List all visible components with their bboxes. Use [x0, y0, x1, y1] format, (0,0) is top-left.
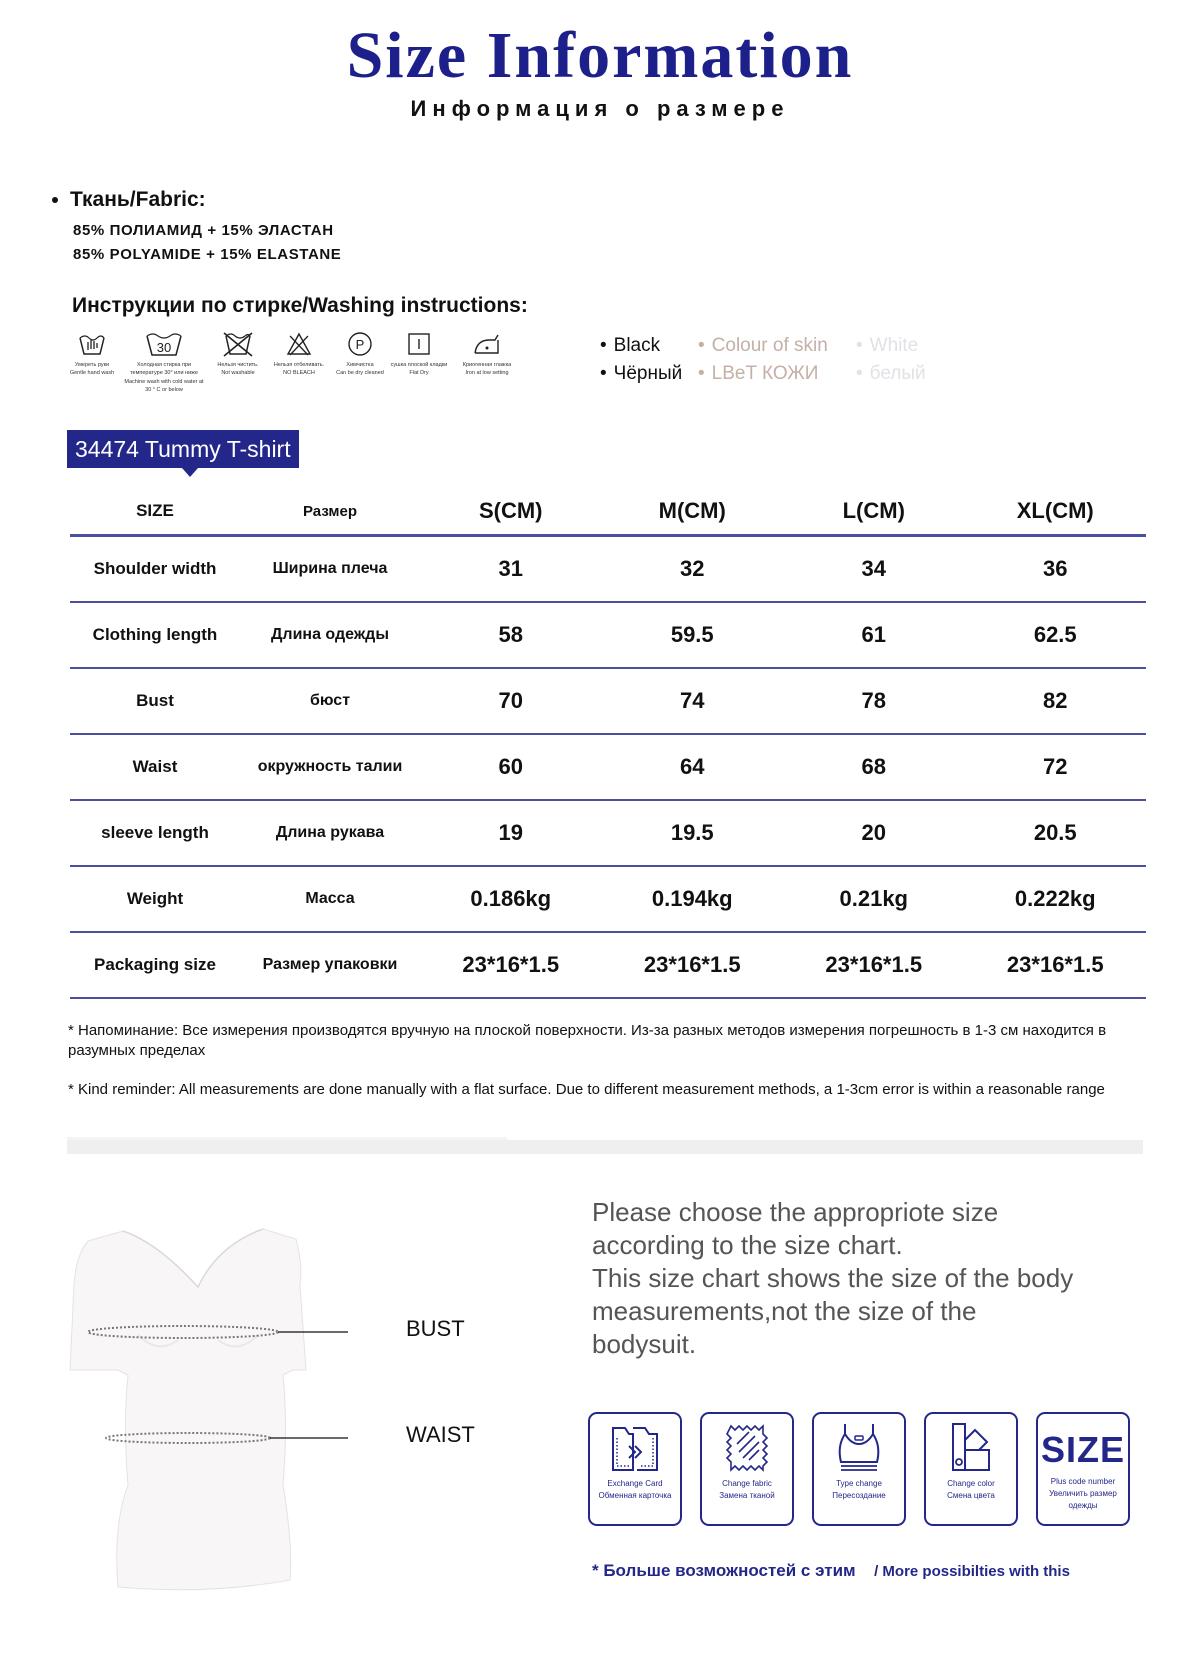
table-row	[70, 536, 1146, 603]
color-white-en: • White	[856, 332, 918, 360]
table-row	[70, 866, 1146, 932]
cell-l: 23*16*1.5	[783, 932, 965, 998]
badge-pointer	[182, 468, 198, 477]
wash-label-en: Machine wash with cold water at 30 ° C or below	[124, 379, 204, 393]
cell-xl: 36	[965, 536, 1147, 603]
wash-item	[268, 330, 330, 377]
table-header-row	[70, 488, 1146, 536]
header-s: S(CM)	[420, 488, 602, 536]
feature-exchange-card	[588, 1412, 682, 1526]
row-label-ru: Длина одежды	[240, 602, 420, 668]
feature-label-ru: Увеличить размер одежды	[1049, 1489, 1117, 1510]
page-subtitle: Информация о размере	[410, 96, 790, 121]
more-possibilities-ru: * Больше возможностей с этим	[592, 1561, 856, 1580]
feature-label-ru: Пересоздание	[832, 1491, 886, 1500]
exchange-card-icon	[607, 1420, 663, 1476]
wash-label-en: Gentle hand wash	[69, 370, 115, 376]
no-bleach-icon	[285, 330, 313, 358]
hand-wash-icon	[77, 330, 107, 358]
wash-label-ru: Холодная стирка при температуре 30° или ниже	[130, 362, 198, 376]
size-table	[70, 488, 1146, 999]
row-label-en: Bust	[70, 668, 240, 734]
cell-m: 19.5	[602, 800, 784, 866]
washing-heading: Инструкции по стирке/Washing instructions:	[72, 294, 528, 317]
row-label-en: Packaging size	[70, 932, 240, 998]
cell-xl: 72	[965, 734, 1147, 800]
table-row	[70, 932, 1146, 998]
advice-line: according to the size chart.	[592, 1230, 903, 1260]
feature-label-en: Change color	[947, 1479, 995, 1488]
size-advice	[592, 1196, 1152, 1361]
page-title: Size Information	[346, 19, 854, 92]
advice-line: bodysuit.	[592, 1329, 697, 1359]
wash-label-ru: Умереть руки	[74, 362, 110, 368]
row-label-ru: Ширина плеча	[240, 536, 420, 603]
row-label-en: Clothing length	[70, 602, 240, 668]
cell-l: 0.21kg	[783, 866, 965, 932]
row-label-en: Weight	[70, 866, 240, 932]
change-fabric-icon	[719, 1420, 775, 1476]
cell-xl: 20.5	[965, 800, 1147, 866]
wash-item	[210, 330, 266, 377]
table-row	[70, 668, 1146, 734]
wash-30-icon	[144, 330, 184, 358]
cell-s: 0.186kg	[420, 866, 602, 932]
feature-icons	[588, 1412, 1148, 1532]
fabric-heading-text: Ткань/Fabric:	[70, 188, 206, 211]
bullet-icon	[52, 197, 58, 203]
wash-label-en: Flat Dry	[409, 370, 429, 376]
wash-item	[384, 330, 454, 377]
color-black-en: • Black	[600, 332, 660, 360]
no-wash-icon	[221, 330, 255, 358]
more-possibilities-en: / More possibilties with this	[874, 1563, 1070, 1580]
table-row	[70, 602, 1146, 668]
row-label-ru: Размер упаковки	[240, 932, 420, 998]
fabric-heading	[52, 188, 206, 212]
feature-size	[1036, 1412, 1130, 1526]
cell-xl: 0.222kg	[965, 866, 1147, 932]
cell-l: 61	[783, 602, 965, 668]
row-label-en: Shoulder width	[70, 536, 240, 603]
bust-label: BUST	[406, 1316, 465, 1341]
cell-s: 58	[420, 602, 602, 668]
dry-clean-icon	[346, 330, 374, 358]
fabric-composition-en: 85% POLYAMIDE + 15% ELASTANE	[73, 246, 342, 263]
cell-xl: 23*16*1.5	[965, 932, 1147, 998]
cell-m: 64	[602, 734, 784, 800]
feature-label-ru: Обменная карточка	[598, 1491, 672, 1500]
header-size-ru: Размер	[240, 488, 420, 536]
row-label-ru: Длина рукава	[240, 800, 420, 866]
row-label-en: Waist	[70, 734, 240, 800]
cell-l: 34	[783, 536, 965, 603]
header-xl: XL(CM)	[965, 488, 1147, 536]
wash-label-en: Not washable	[221, 370, 255, 376]
wash-item	[62, 330, 122, 377]
cell-l: 68	[783, 734, 965, 800]
cell-xl: 82	[965, 668, 1147, 734]
iron-low-icon	[471, 330, 503, 358]
header-size: SIZE	[70, 488, 240, 536]
feature-type-change	[812, 1412, 906, 1526]
advice-line: This size chart shows the size of the body	[592, 1263, 1074, 1293]
header-m: M(CM)	[602, 488, 784, 536]
feature-label-en: Change fabric	[722, 1479, 772, 1488]
wash-label-en: Can be dry cleaned	[336, 370, 384, 376]
color-skin-en: • Colour of skin	[698, 332, 828, 360]
cell-l: 20	[783, 800, 965, 866]
color-white-ru: • белый	[856, 360, 926, 388]
more-possibilities	[592, 1561, 1070, 1581]
change-color-icon	[943, 1420, 999, 1476]
wash-label-ru: сушка плоской кладки	[390, 362, 448, 368]
color-black-ru: • Чёрный	[600, 360, 682, 388]
color-skin-ru: • LBeT КОЖИ	[698, 360, 818, 388]
svg-text:P: P	[355, 337, 365, 352]
table-row	[70, 800, 1146, 866]
wash-item	[454, 330, 520, 377]
feature-label-en: Plus code number	[1050, 1477, 1116, 1486]
waist-label: WAIST	[406, 1422, 475, 1447]
cell-m: 59.5	[602, 602, 784, 668]
size-icon: SIZE	[1040, 1429, 1125, 1470]
row-label-ru: окружность талии	[240, 734, 420, 800]
svg-text:30: 30	[156, 340, 172, 355]
cell-s: 19	[420, 800, 602, 866]
cell-xl: 62.5	[965, 602, 1147, 668]
wash-item	[124, 330, 204, 394]
reminder-en: * Kind reminder: All measurements are done manually with a flat surface. Due to different measurement methods, a 1-3cm error is within a reasonable range	[68, 1081, 1105, 1098]
wash-label-ru: Криогенная глажка	[462, 362, 512, 368]
tshirt-diagram	[68, 1225, 348, 1625]
wash-label-ru: Химчистка	[346, 362, 374, 368]
row-label-en: sleeve length	[70, 800, 240, 866]
feature-change-color	[924, 1412, 1018, 1526]
wash-label-en: Iron at low setting	[465, 370, 509, 376]
feature-change-fabric	[700, 1412, 794, 1526]
wash-item	[330, 330, 390, 377]
cell-m: 0.194kg	[602, 866, 784, 932]
cell-l: 78	[783, 668, 965, 734]
wash-label-ru: Нельзя чистить.	[217, 362, 259, 368]
table-row	[70, 734, 1146, 800]
cell-s: 60	[420, 734, 602, 800]
cell-s: 31	[420, 536, 602, 603]
feature-label-en: Type change	[836, 1479, 882, 1488]
feature-label-ru: Смена цвета	[947, 1491, 995, 1500]
cell-m: 32	[602, 536, 784, 603]
reminder-ru: * Напоминание: Все измерения производятся вручную на плоской поверхности. Из-за разных методов измерения погрешность в 1-3 см находится в разумных пределах	[68, 1022, 1107, 1059]
row-label-ru: Масса	[240, 866, 420, 932]
cell-m: 23*16*1.5	[602, 932, 784, 998]
feature-label-ru: Замена тканой	[719, 1491, 775, 1500]
fabric-composition-ru: 85% ПОЛИАМИД + 15% ЭЛАСТАН	[73, 222, 334, 239]
wash-label-ru: Нельзя отбеливать.	[273, 362, 325, 368]
advice-line: Please choose the appropriote size	[592, 1197, 999, 1227]
divider-band	[67, 1140, 1143, 1154]
washing-icons	[62, 330, 522, 400]
cell-s: 23*16*1.5	[420, 932, 602, 998]
row-label-ru: бюст	[240, 668, 420, 734]
wash-label-en: NO BLEACH	[283, 370, 315, 376]
feature-label-en: Exchange Card	[607, 1479, 663, 1488]
header-l: L(CM)	[783, 488, 965, 536]
cell-m: 74	[602, 668, 784, 734]
advice-line: measurements,not the size of the	[592, 1296, 977, 1326]
flat-dry-icon	[405, 330, 433, 358]
type-change-icon	[831, 1420, 887, 1476]
cell-s: 70	[420, 668, 602, 734]
product-badge: 34474 Tummy T-shirt	[67, 430, 299, 468]
